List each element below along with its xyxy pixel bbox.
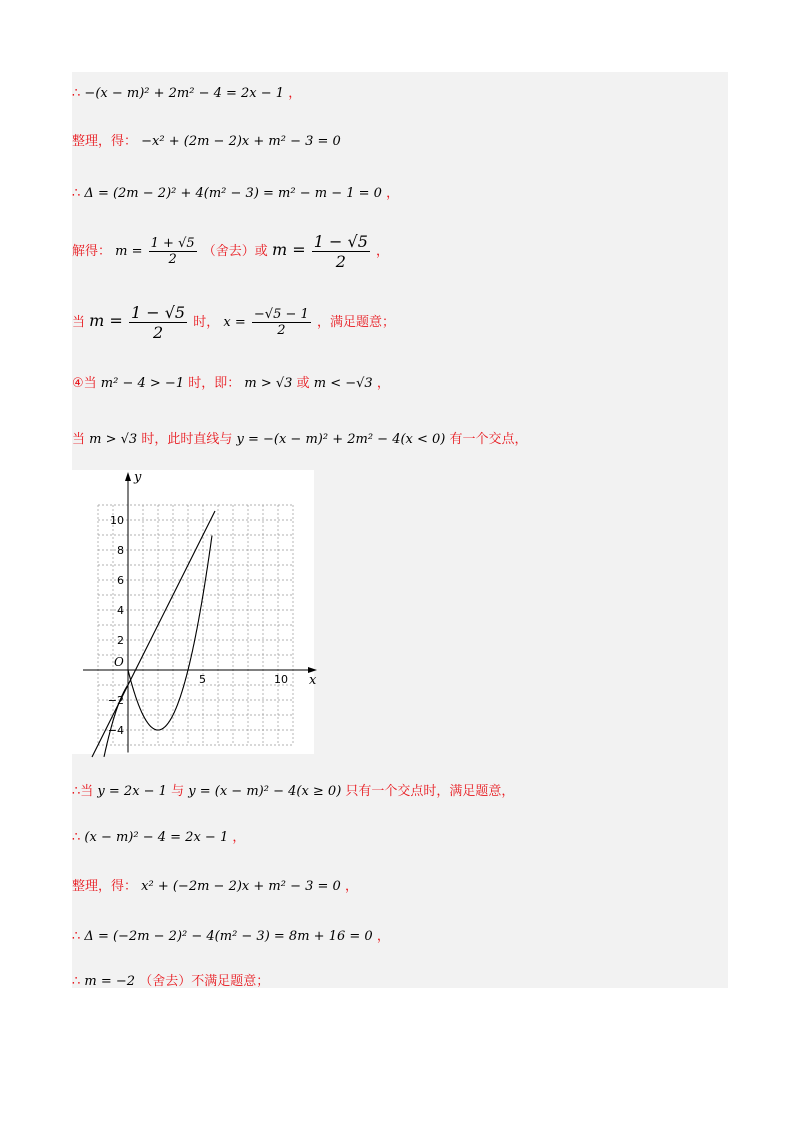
- fraction-2: [312, 232, 370, 271]
- equation: y = 2x − 1: [97, 784, 167, 799]
- label-text: ④当: [72, 376, 97, 391]
- label-text: 时，即：: [188, 376, 241, 391]
- punctuation: ，: [376, 244, 390, 259]
- inequality: m² − 4 > −1: [100, 376, 185, 391]
- inequality: m > √3: [89, 432, 138, 447]
- label-text: 与: [171, 784, 185, 799]
- equation: −(x − m)² + 2m² − 4 = 2x − 1: [84, 86, 285, 101]
- therefore-symbol: ∴: [72, 186, 81, 201]
- therefore-symbol: ∴: [72, 830, 81, 845]
- punctuation: ，: [232, 830, 246, 845]
- label-text: 或: [296, 376, 310, 391]
- punctuation: ，: [288, 86, 302, 101]
- y-tick-label: 6: [117, 574, 124, 587]
- x-tick-label: 10: [274, 673, 288, 686]
- fraction-numerator: 1 + √5: [150, 236, 195, 251]
- fraction-denominator: 2: [152, 323, 164, 342]
- label-text: （舍去）不满足题意；: [139, 974, 270, 989]
- therefore-symbol: ∴: [72, 974, 81, 989]
- fraction-denominator: 2: [335, 252, 346, 271]
- function-graph: [72, 470, 317, 754]
- y-tick-label: 10: [110, 514, 124, 527]
- y-tick-label: −2: [107, 694, 124, 707]
- equation: y = −(x − m)² + 2m² − 4(x < 0): [236, 432, 446, 447]
- punctuation: ，: [344, 879, 358, 894]
- y-tick-label: 2: [117, 634, 124, 647]
- line-series: [92, 511, 215, 757]
- label-text: 只有一个交点时，满足题意，: [345, 784, 515, 799]
- fraction-denominator: 2: [277, 323, 286, 338]
- equation-line-10: [72, 875, 358, 894]
- fraction-numerator: 1 − √5: [130, 303, 186, 322]
- equation-line-6: [72, 372, 390, 391]
- equation: Δ = (2m − 2)² + 4(m² − 3) = m² − m − 1 = 0: [84, 186, 382, 201]
- equation: (x − m)² − 4 = 2x − 1: [84, 830, 229, 845]
- origin-label: O: [114, 655, 124, 669]
- label-text: 时，: [193, 315, 220, 330]
- y-tick-label: 4: [117, 604, 124, 617]
- note-text: （舍去）或: [202, 244, 268, 259]
- y-axis-label: y: [134, 470, 142, 485]
- label-text: 当: [72, 315, 86, 330]
- equation-line-2: [72, 130, 341, 149]
- fraction-denominator: 2: [168, 252, 177, 267]
- fraction-1: [149, 236, 197, 267]
- inequality: m > √3: [244, 376, 293, 391]
- equation-line-8: [72, 780, 514, 799]
- therefore-symbol: ∴: [72, 929, 81, 944]
- y-axis-arrow: [125, 472, 131, 481]
- x-tick-label: 5: [199, 673, 206, 686]
- x-axis-label: x: [309, 673, 317, 688]
- equation: m = −2: [84, 974, 136, 989]
- fraction-1: [129, 303, 187, 342]
- equation-line-1: [72, 82, 301, 101]
- equation-line-12: [72, 970, 269, 989]
- fraction-2: [252, 307, 311, 338]
- variable-m: m =: [89, 311, 123, 330]
- punctuation: ，: [376, 376, 390, 391]
- label-text: 当: [72, 432, 86, 447]
- label-text: 整理，得：: [72, 879, 138, 894]
- equation: −x² + (2m − 2)x + m² − 3 = 0: [141, 134, 341, 149]
- equation-line-7: [72, 428, 528, 447]
- variable-m: m =: [115, 244, 143, 259]
- equation-line-5: [72, 303, 395, 342]
- label-text: ∴当: [72, 784, 94, 799]
- graph-svg: [72, 470, 317, 754]
- equation-line-11: [72, 925, 390, 944]
- inequality: m < −√3: [313, 376, 373, 391]
- label-text: 解得：: [72, 244, 112, 259]
- fraction-numerator: 1 − √5: [313, 232, 368, 251]
- y-tick-label: −4: [107, 724, 124, 737]
- punctuation: ，: [386, 186, 400, 201]
- variable-m: m =: [271, 240, 306, 259]
- label-text: ，满足题意；: [316, 315, 395, 330]
- equation: x² + (−2m − 2)x + m² − 3 = 0: [141, 879, 341, 894]
- label-text: 整理，得：: [72, 134, 138, 149]
- equation-line-4: [72, 232, 389, 271]
- fraction-numerator: −√5 − 1: [253, 307, 309, 322]
- equation-line-3: [72, 182, 399, 201]
- label-text: 时，此时直线与: [141, 432, 233, 447]
- label-text: 有一个交点，: [449, 432, 528, 447]
- equation: Δ = (−2m − 2)² − 4(m² − 3) = 8m + 16 = 0: [84, 929, 373, 944]
- y-tick-label: 8: [117, 544, 124, 557]
- equation: y = (x − m)² − 4(x ≥ 0): [188, 784, 342, 799]
- variable-x: x =: [223, 315, 246, 330]
- equation-line-9: [72, 826, 245, 845]
- punctuation: ，: [376, 929, 390, 944]
- therefore-symbol: ∴: [72, 86, 81, 101]
